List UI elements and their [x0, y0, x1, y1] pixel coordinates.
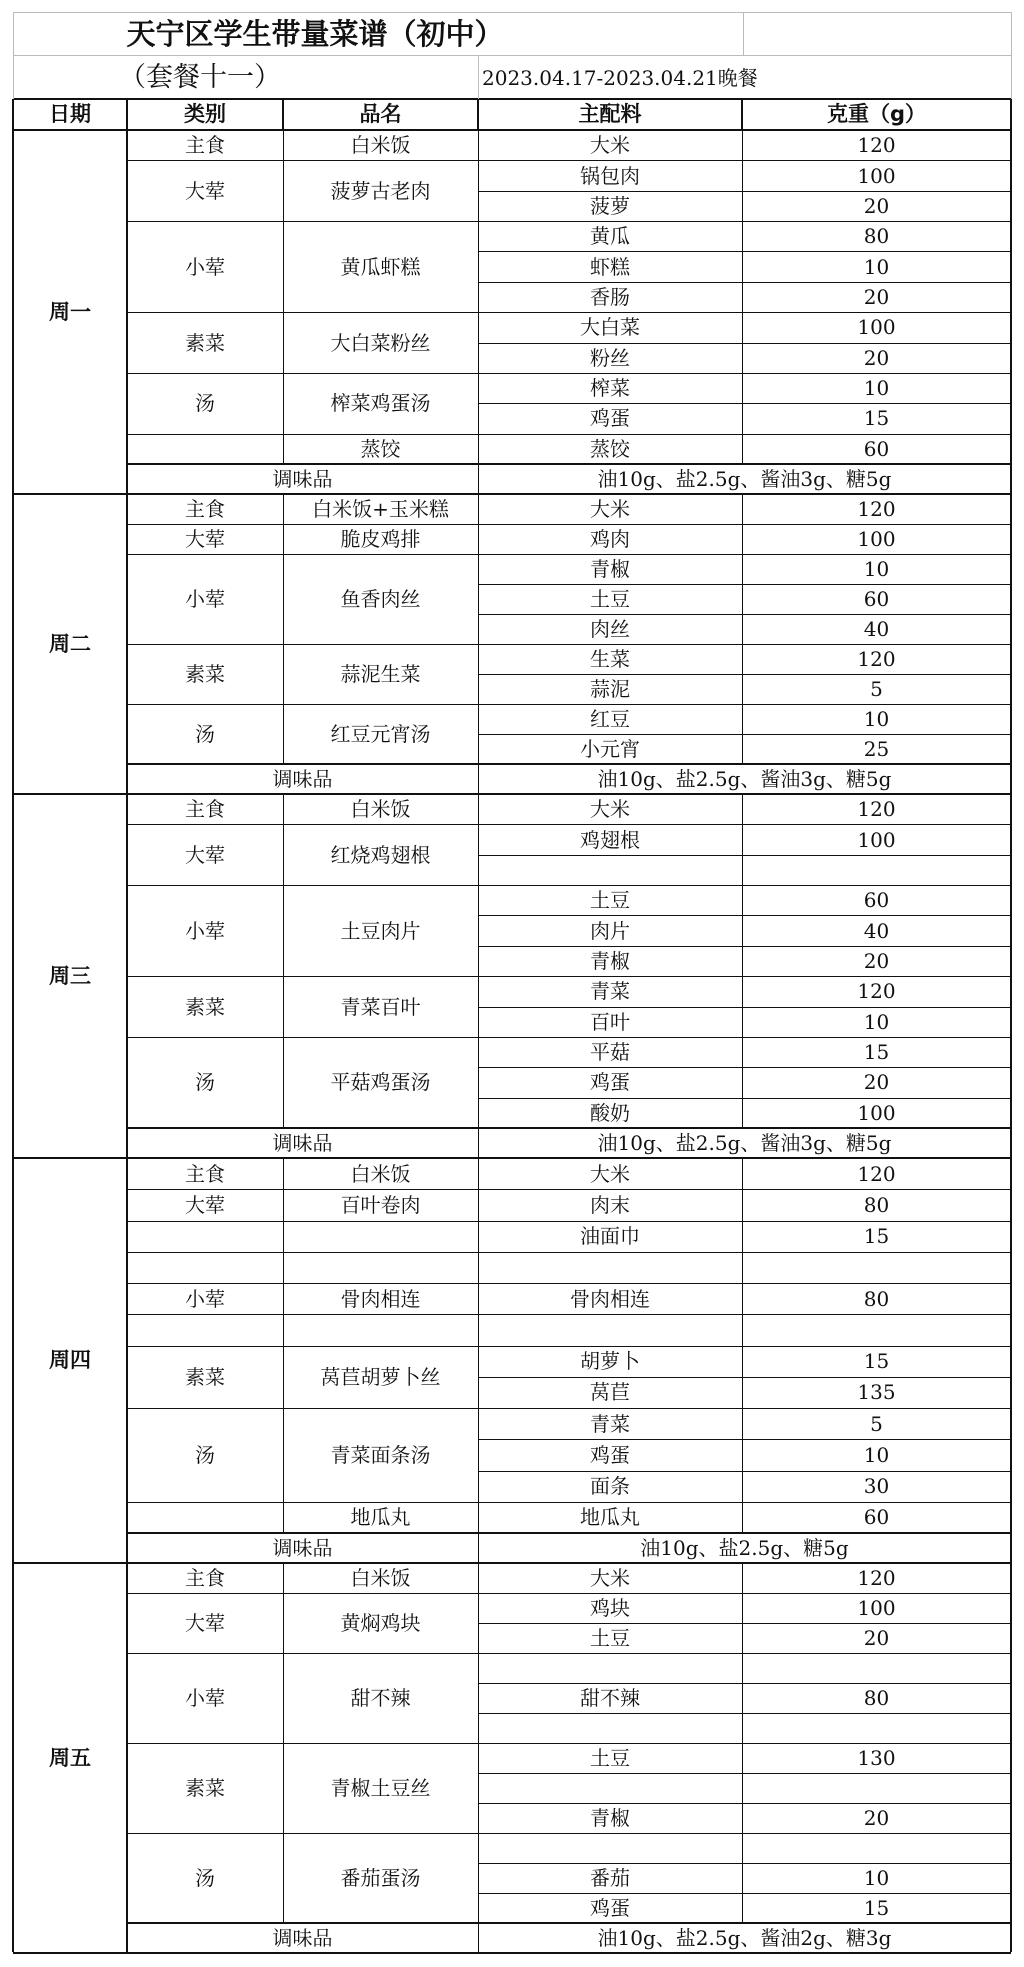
ingredient-weight: 5 [870, 1411, 883, 1436]
ingredient-weight: 100 [857, 527, 896, 551]
meal-category: 汤 [195, 391, 215, 416]
ingredient-name: 生菜 [590, 647, 630, 671]
ingredient-name: 青椒 [590, 557, 630, 581]
ingredient-name: 菠萝 [590, 193, 630, 218]
ingredient-weight [742, 1314, 1011, 1345]
meal-dish-name: 黄焖鸡块 [340, 1611, 421, 1635]
ingredient-weight [742, 1713, 1011, 1743]
ingredient-weight: 20 [863, 1626, 890, 1650]
grid-line [127, 221, 1011, 222]
meal-dish-name [283, 1221, 478, 1252]
grid-line [127, 1346, 1011, 1347]
meal-category: 大荤 [185, 842, 225, 867]
grid-line [12, 99, 14, 1952]
meal-category: 主食 [185, 1161, 225, 1186]
ingredient-weight: 80 [863, 1686, 890, 1710]
meal-dish-name: 红豆元宵汤 [330, 722, 431, 746]
grid-line [127, 704, 1011, 705]
grid-line [742, 494, 743, 764]
seasoning-label: 调味品 [272, 1131, 333, 1155]
meal-dish-name [283, 1252, 478, 1283]
seasoning-label: 调味品 [272, 1926, 333, 1950]
meal-category [127, 1221, 283, 1252]
ingredient-weight: 30 [863, 1474, 890, 1499]
grid-line [478, 1471, 1011, 1472]
ingredient-name: 莴苣 [590, 1380, 630, 1405]
ingredient-weight: 60 [863, 888, 890, 913]
ingredient-name: 粉丝 [590, 345, 630, 370]
meal-category: 主食 [185, 797, 225, 822]
sheet-title: 天宁区学生带量菜谱（初中） [126, 16, 504, 51]
grid-line [478, 614, 1011, 615]
ingredient-name: 大米 [590, 133, 630, 158]
grid-line [127, 1743, 1011, 1744]
grid-line [283, 130, 284, 464]
seasoning-value: 油10g、盐2.5g、酱油3g、糖5g [597, 767, 892, 791]
meal-dish-name: 黄瓜虾糕 [340, 254, 421, 279]
grid-line [477, 99, 479, 130]
meal-category: 小荤 [185, 587, 225, 611]
ingredient-weight: 40 [863, 918, 890, 943]
ingredient-name: 大米 [590, 497, 630, 521]
meal-category: 大荤 [185, 178, 225, 203]
grid-line [13, 1952, 1011, 1954]
grid-line [478, 1158, 479, 1563]
meal-category: 主食 [185, 133, 225, 158]
ingredient-weight: 100 [857, 827, 896, 852]
ingredient-weight: 20 [863, 345, 890, 370]
grid-line [127, 160, 1011, 161]
ingredient-name: 青菜 [590, 979, 630, 1004]
grid-line [478, 1377, 1011, 1378]
ingredient-name: 面条 [590, 1474, 630, 1499]
meal-dish-name: 莴苣胡萝卜丝 [320, 1364, 441, 1389]
grid-line [127, 885, 1011, 886]
ingredient-weight: 120 [857, 797, 896, 822]
ingredient-weight: 60 [863, 1505, 890, 1530]
grid-line [127, 554, 1011, 555]
meal-dish-name: 番茄蛋汤 [340, 1866, 421, 1890]
grid-line [478, 1623, 1011, 1624]
ingredient-weight: 135 [857, 1380, 896, 1405]
grid-line [282, 99, 284, 130]
grid-line [13, 55, 1011, 56]
grid-line [478, 130, 479, 494]
grid-line [127, 1314, 1011, 1315]
meal-category: 小荤 [185, 918, 225, 943]
grid-line [127, 1502, 1011, 1503]
grid-line [743, 12, 744, 55]
ingredient-name: 蒸饺 [590, 436, 630, 461]
grid-line [127, 824, 1011, 825]
meal-dish-name: 甜不辣 [350, 1686, 411, 1710]
meal-dish-name: 白米饭 [350, 797, 411, 822]
meal-category: 小荤 [185, 1286, 225, 1311]
ingredient-weight: 20 [863, 1806, 890, 1830]
meal-category: 素菜 [185, 1364, 225, 1389]
grid-line [127, 434, 1011, 435]
meal-dish-name: 脆皮鸡排 [340, 527, 421, 551]
grid-line [742, 794, 743, 1128]
ingredient-weight: 120 [857, 1161, 896, 1186]
ingredient-weight: 20 [863, 948, 890, 973]
grid-line [127, 1283, 1011, 1284]
meal-dish-name: 土豆肉片 [340, 918, 421, 943]
ingredient-name: 地瓜丸 [580, 1505, 640, 1530]
ingredient-weight: 10 [863, 1442, 890, 1467]
ingredient-name [478, 1252, 742, 1283]
meal-dish-name: 鱼香肉丝 [340, 587, 421, 611]
ingredient-weight: 120 [857, 647, 896, 671]
seasoning-value: 油10g、盐2.5g、糖5g [640, 1536, 849, 1560]
ingredient-weight: 20 [863, 284, 890, 309]
ingredient-name: 青椒 [590, 1806, 630, 1830]
grid-line [478, 251, 1011, 252]
ingredient-name: 黄瓜 [590, 224, 630, 249]
meal-dish-name: 百叶卷肉 [340, 1192, 421, 1217]
ingredient-weight: 15 [863, 1349, 890, 1374]
grid-line [741, 99, 743, 130]
meal-dish-name: 菠萝古老肉 [330, 178, 431, 203]
day-label: 周四 [49, 1348, 91, 1372]
ingredient-name: 大米 [590, 1161, 630, 1186]
ingredient-name: 鸡块 [590, 1596, 630, 1620]
ingredient-name: 土豆 [590, 1746, 630, 1770]
ingredient-weight: 10 [863, 557, 890, 581]
ingredient-weight [742, 1653, 1011, 1683]
ingredient-weight: 130 [857, 1746, 896, 1770]
ingredient-name: 平菇 [590, 1040, 630, 1065]
grid-line [478, 403, 1011, 404]
ingredient-weight: 15 [863, 1896, 890, 1920]
grid-line [1011, 12, 1012, 99]
grid-line [478, 191, 1011, 192]
grid-line [478, 282, 1011, 283]
grid-line [742, 1563, 743, 1923]
meal-category [127, 434, 283, 464]
grid-line [478, 1439, 1011, 1440]
grid-line [478, 1863, 1011, 1864]
grid-line [478, 584, 1011, 585]
grid-line [478, 343, 1011, 344]
grid-line [126, 99, 128, 130]
meal-category: 主食 [185, 497, 225, 521]
grid-line [478, 674, 1011, 675]
grid-line [478, 1773, 1011, 1774]
seasoning-value: 油10g、盐2.5g、酱油2g、糖3g [597, 1926, 892, 1950]
ingredient-name: 肉末 [590, 1192, 630, 1217]
seasoning-value: 油10g、盐2.5g、酱油3g、糖5g [597, 467, 892, 491]
grid-line [126, 130, 128, 494]
ingredient-name: 榨菜 [590, 376, 630, 401]
meal-dish-name [283, 1314, 478, 1345]
ingredient-weight: 80 [863, 1286, 890, 1311]
ingredient-weight: 40 [863, 617, 890, 641]
ingredient-weight [742, 1833, 1011, 1863]
meal-category: 素菜 [185, 994, 225, 1019]
ingredient-weight: 120 [857, 497, 896, 521]
meal-category: 小荤 [185, 254, 225, 279]
grid-line [478, 734, 1011, 735]
header-ingredients: 主配料 [578, 102, 642, 126]
grid-line [1010, 99, 1012, 1952]
meal-dish-name: 青椒土豆丝 [330, 1776, 431, 1800]
meal-category: 大荤 [185, 1611, 225, 1635]
meal-category: 汤 [195, 1070, 215, 1095]
ingredient-name: 锅包肉 [580, 163, 640, 188]
meal-category [127, 1252, 283, 1283]
ingredient-weight: 20 [863, 193, 890, 218]
ingredient-name: 土豆 [590, 1626, 630, 1650]
meal-category: 主食 [185, 1566, 225, 1590]
seasoning-label: 调味品 [272, 1536, 333, 1560]
ingredient-name: 青菜 [590, 1411, 630, 1436]
grid-line [478, 1098, 1011, 1099]
grid-line [742, 1158, 743, 1533]
grid-line [127, 1593, 1011, 1594]
grid-line [478, 855, 1011, 856]
grid-line [126, 1158, 128, 1563]
ingredient-name [478, 1833, 742, 1863]
meal-dish-name: 大白菜粉丝 [330, 330, 431, 355]
grid-line [283, 1158, 284, 1533]
ingredient-weight: 100 [857, 315, 896, 340]
header-weight: 克重（g） [826, 102, 927, 126]
ingredient-weight [742, 855, 1011, 885]
meal-dish-name: 白米饭 [350, 1566, 411, 1590]
grid-line [127, 1833, 1011, 1834]
ingredient-weight: 5 [870, 677, 883, 701]
ingredient-name: 土豆 [590, 587, 630, 611]
grid-line [478, 1683, 1011, 1684]
meal-dish-name: 青菜百叶 [340, 994, 421, 1019]
ingredient-name: 鸡蛋 [590, 1070, 630, 1095]
ingredient-name: 番茄 [590, 1866, 630, 1890]
ingredient-weight: 120 [857, 1566, 896, 1590]
ingredient-weight: 80 [863, 224, 890, 249]
ingredient-weight: 60 [863, 436, 890, 461]
ingredient-weight: 15 [863, 1224, 890, 1249]
grid-line [127, 373, 1011, 374]
meal-category: 大荤 [185, 1192, 225, 1217]
ingredient-name [478, 1314, 742, 1345]
grid-line [478, 794, 479, 1158]
grid-line [478, 1713, 1011, 1714]
grid-line [478, 494, 479, 794]
seasoning-value: 油10g、盐2.5g、酱油3g、糖5g [597, 1131, 892, 1155]
ingredient-name: 肉丝 [590, 617, 630, 641]
ingredient-name: 胡萝卜 [580, 1349, 640, 1374]
meal-category: 素菜 [185, 330, 225, 355]
ingredient-name: 大米 [590, 797, 630, 822]
meal-category: 汤 [195, 722, 215, 746]
meal-category: 素菜 [185, 662, 225, 686]
ingredient-name: 肉片 [590, 918, 630, 943]
day-label: 周二 [49, 631, 91, 656]
ingredient-name: 青椒 [590, 948, 630, 973]
grid-line [126, 1563, 128, 1953]
grid-line [478, 915, 1011, 916]
date-range: 2023.04.17-2023.04.21晚餐 [482, 66, 758, 90]
grid-line [13, 12, 1011, 13]
ingredient-name [478, 1653, 742, 1683]
meal-dish-name: 蒜泥生菜 [340, 662, 421, 686]
ingredient-name: 油面巾 [580, 1224, 640, 1249]
meal-dish-name: 榨菜鸡蛋汤 [330, 391, 431, 416]
ingredient-weight: 15 [863, 406, 890, 431]
grid-line [127, 644, 1011, 645]
ingredient-name: 百叶 [590, 1009, 630, 1034]
grid-line [478, 1803, 1011, 1804]
grid-line [478, 1893, 1011, 1894]
ingredient-name: 甜不辣 [580, 1686, 640, 1710]
ingredient-weight [742, 1252, 1011, 1283]
ingredient-weight: 60 [863, 587, 890, 611]
grid-line [127, 1653, 1011, 1654]
meal-category: 汤 [195, 1866, 215, 1890]
day-label: 周一 [49, 299, 91, 324]
ingredient-name: 大米 [590, 1566, 630, 1590]
ingredient-name: 蒜泥 [590, 677, 630, 701]
grid-line [283, 794, 284, 1128]
ingredient-name: 鸡肉 [590, 527, 630, 551]
grid-line [127, 1189, 1011, 1190]
ingredient-name: 酸奶 [590, 1100, 630, 1125]
grid-line [127, 1221, 1011, 1222]
ingredient-weight: 120 [857, 979, 896, 1004]
meal-category: 小荤 [185, 1686, 225, 1710]
grid-line [478, 1007, 1011, 1008]
header-category: 类别 [184, 102, 226, 126]
seasoning-label: 调味品 [272, 767, 333, 791]
meal-set-label: （套餐十一） [119, 61, 281, 93]
grid-line [127, 976, 1011, 977]
header-date: 日期 [49, 102, 91, 126]
ingredient-name: 鸡蛋 [590, 1442, 630, 1467]
meal-category [127, 1502, 283, 1533]
ingredient-weight: 100 [857, 1596, 896, 1620]
ingredient-weight: 100 [857, 163, 896, 188]
meal-category [127, 1314, 283, 1345]
day-label: 周三 [49, 963, 91, 988]
ingredient-name: 土豆 [590, 888, 630, 913]
ingredient-name: 骨肉相连 [570, 1286, 650, 1311]
meal-category: 素菜 [185, 1776, 225, 1800]
meal-dish-name: 骨肉相连 [340, 1286, 421, 1311]
ingredient-weight: 120 [857, 133, 896, 158]
grid-line [478, 1563, 479, 1953]
meal-dish-name: 青菜面条汤 [330, 1442, 431, 1467]
meal-category: 大荤 [185, 527, 225, 551]
grid-line [127, 1408, 1011, 1409]
ingredient-weight [742, 1773, 1011, 1803]
ingredient-weight: 10 [863, 1009, 890, 1034]
ingredient-weight: 10 [863, 376, 890, 401]
grid-line [283, 1563, 284, 1923]
meal-dish-name: 平菇鸡蛋汤 [330, 1070, 431, 1095]
grid-line [126, 494, 128, 794]
ingredient-weight: 15 [863, 1040, 890, 1065]
meal-dish-name: 蒸饺 [360, 436, 401, 461]
ingredient-name: 虾糕 [590, 254, 630, 279]
ingredient-name: 鸡蛋 [590, 1896, 630, 1920]
grid-line [127, 524, 1011, 525]
grid-line [13, 12, 14, 99]
ingredient-weight: 100 [857, 1100, 896, 1125]
grid-line [127, 1037, 1011, 1038]
meal-dish-name: 白米饭 [350, 133, 411, 158]
ingredient-name: 大白菜 [580, 315, 640, 340]
day-label: 周五 [49, 1745, 91, 1770]
ingredient-name: 红豆 [590, 707, 630, 731]
ingredient-name: 鸡蛋 [590, 406, 630, 431]
ingredient-weight: 10 [863, 1866, 890, 1890]
ingredient-name [478, 1773, 742, 1803]
ingredient-name [478, 1713, 742, 1743]
grid-line [283, 494, 284, 764]
ingredient-name: 香肠 [590, 284, 630, 309]
seasoning-label: 调味品 [272, 467, 333, 491]
header-dish: 品名 [359, 102, 402, 126]
grid-line [478, 946, 1011, 947]
grid-line [478, 1067, 1011, 1068]
ingredient-name [478, 855, 742, 885]
meal-category: 汤 [195, 1442, 215, 1467]
meal-dish-name: 白米饭 [350, 1161, 411, 1186]
grid-line [127, 1252, 1011, 1253]
ingredient-weight: 10 [863, 254, 890, 279]
grid-line [742, 130, 743, 464]
meal-dish-name: 白米饭+玉米糕 [312, 497, 449, 521]
ingredient-weight: 80 [863, 1192, 890, 1217]
grid-line [478, 55, 479, 99]
meal-dish-name: 地瓜丸 [350, 1505, 411, 1530]
meal-dish-name: 红烧鸡翅根 [330, 842, 431, 867]
ingredient-name: 小元宵 [580, 737, 640, 761]
grid-line [126, 794, 128, 1158]
ingredient-weight: 10 [863, 707, 890, 731]
ingredient-weight: 25 [863, 737, 890, 761]
ingredient-weight: 20 [863, 1070, 890, 1095]
grid-line [127, 312, 1011, 313]
ingredient-name: 鸡翅根 [580, 827, 640, 852]
